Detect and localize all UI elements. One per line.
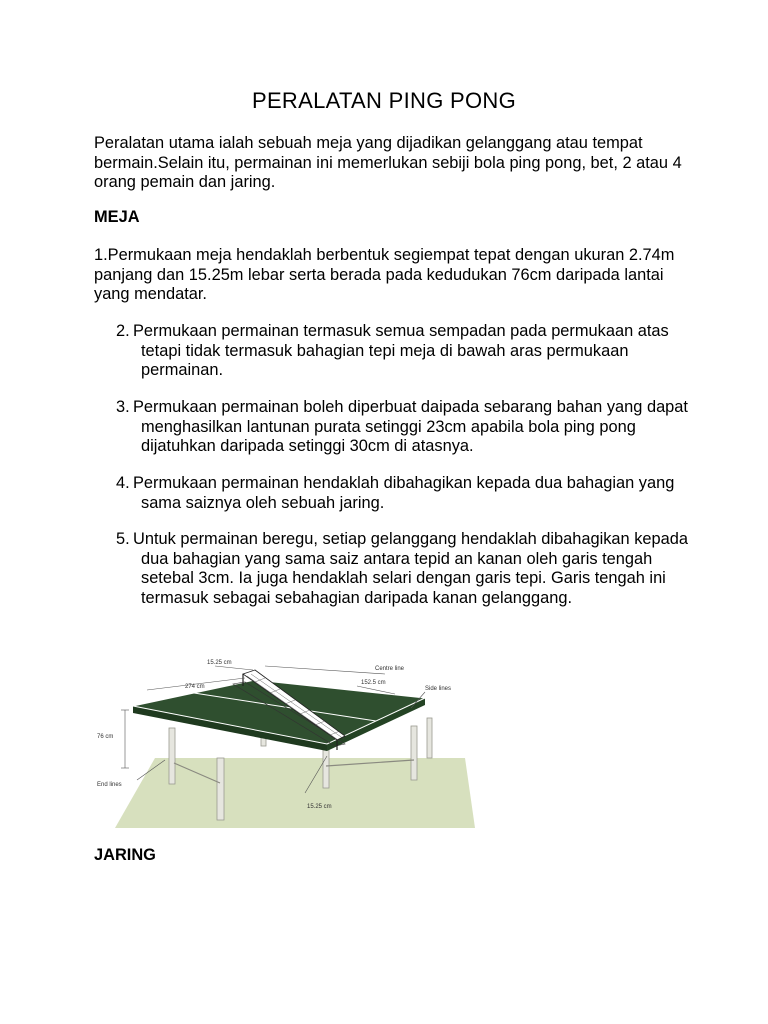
list-item-text: Permukaan permainan termasuk semua sempadan pada permukaan atas tetapi tidak termasuk bahagian tepi meja di bawah aras permukaan permainan. (133, 322, 669, 379)
label-length: 274 cm (185, 684, 205, 690)
label-height: 76 cm (97, 734, 114, 740)
intro-paragraph: Peralatan utama ialah sebuah meja yang dijadikan gelanggang atau tempat bermain.Selain itu, permainan ini memerlukan sebiji bola ping pong, bet, 2 atau 4 orang pemain dan jaring. (94, 134, 682, 191)
list-item-text: Permukaan permainan hendaklah dibahagikan kepada dua bahagian yang sama saiznya oleh sebuah jaring. (133, 474, 675, 512)
page-title: PERALATAN PING PONG (251, 88, 517, 113)
list-item-number: 4. (116, 474, 130, 492)
label-top-width: 15.25 cm (207, 660, 232, 666)
list-item-number: 5. (116, 530, 130, 548)
label-centre-line: Centre line (375, 666, 405, 672)
label-side-lines: Side lines (425, 686, 452, 692)
section-heading-jaring: JARING (94, 846, 156, 864)
list-item-5 (116, 530, 696, 608)
section-heading-meja: MEJA (94, 208, 140, 226)
list-item-2 (116, 322, 696, 381)
list-item-number: 2. (116, 322, 130, 340)
label-end-lines: End lines (97, 782, 122, 788)
label-bottom-width: 15.25 cm (307, 804, 332, 810)
list-item-number: 3. (116, 398, 130, 416)
list-item-4 (116, 474, 696, 513)
label-half-width: 152.5 cm (361, 680, 386, 686)
list-item-text: Untuk permainan beregu, setiap gelanggang hendaklah dibahagikan kepada dua bahagian yang sama saiz antara tepid an kanan oleh garis tengah setebal 3cm. Ia juga hendaklah selari dengan garis tepi. Garis tengah ini termasuk sebagai sebahagian daripada kanan gelanggang. (133, 530, 688, 607)
list-item-3 (116, 398, 696, 457)
list-item-text: Permukaan permainan boleh diperbuat daipada sebarang bahan yang dapat menghasilkan lantunan purata setinggi 23cm apabila bola ping pong dijatuhkan daripada setinggi 30cm di atasnya. (133, 398, 688, 455)
list-item-1: 1.Permukaan meja hendaklah berbentuk segiempat tepat dengan ukuran 2.74m panjang dan 15.25m lebar serta berada pada kedudukan 76cm daripada lantai yang mendatar. (94, 246, 675, 303)
ping-pong-table-diagram (95, 648, 475, 828)
